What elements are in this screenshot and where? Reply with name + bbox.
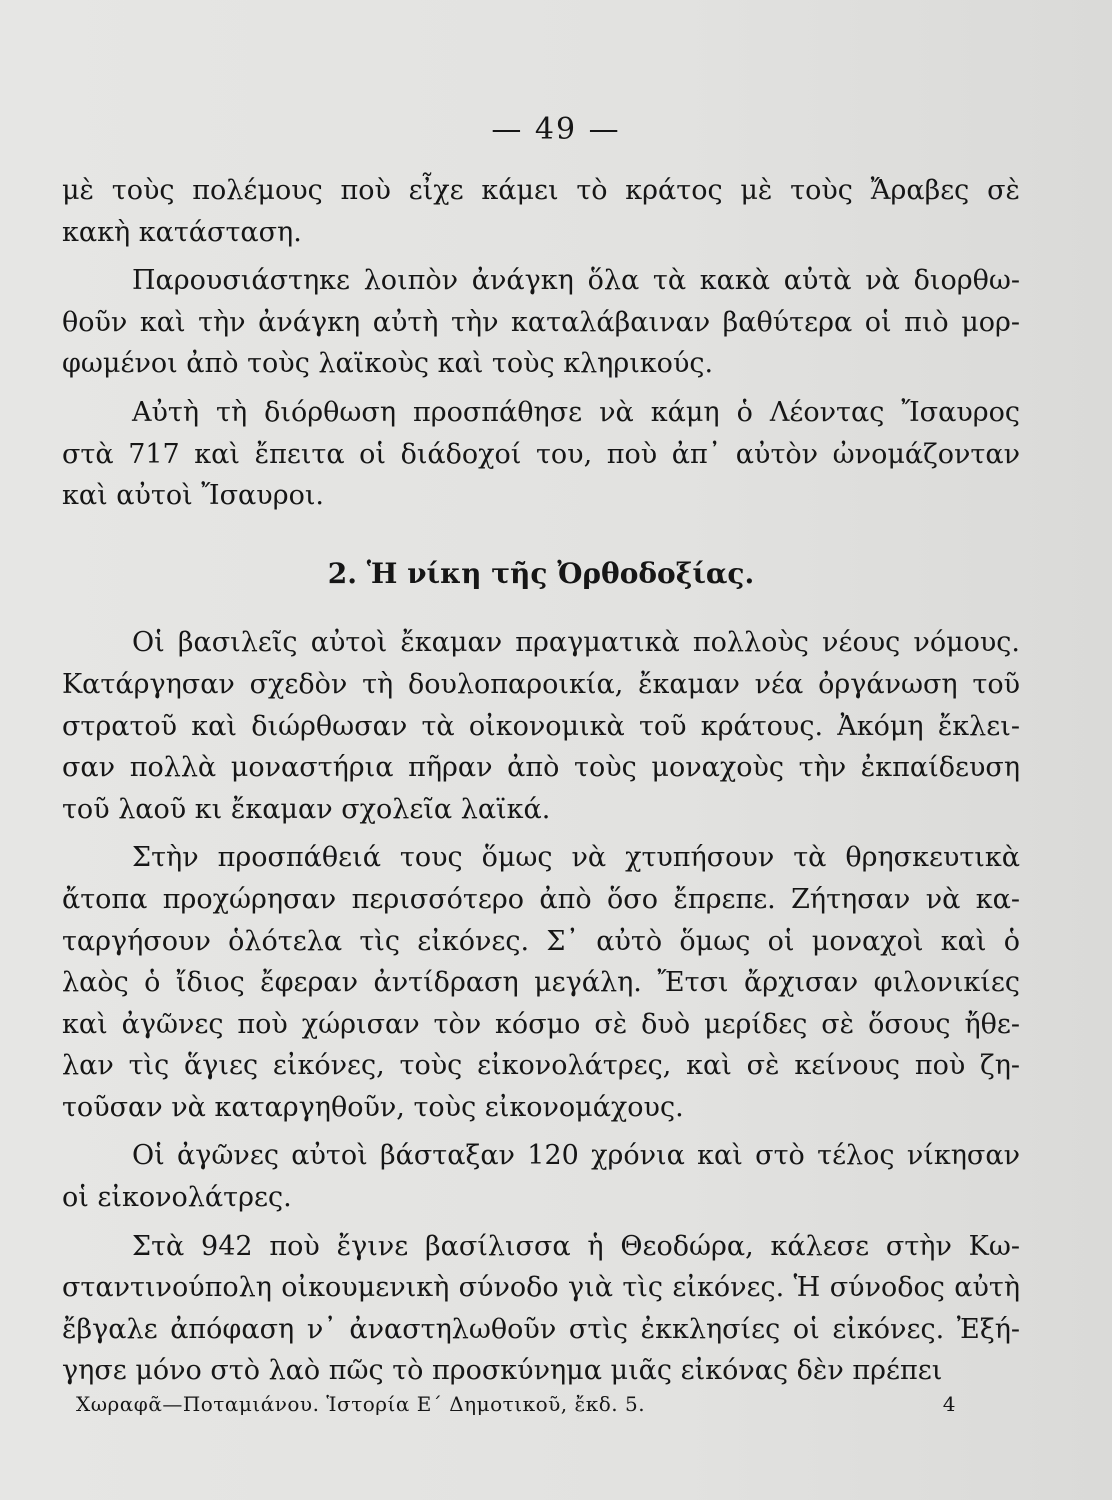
- text-line: καὶ ἀγῶνες ποὺ χώρισαν τὸν κόσμο σὲ δυὸ μερίδες σὲ ὅσους ἤθε-: [62, 1008, 1020, 1040]
- text-line: σαν πολλὰ μοναστήρια πῆραν ἀπὸ τοὺς μοναχοὺς τὴν ἐκπαίδευση: [62, 752, 1020, 784]
- text-line: Στὴν προσπάθειά τους ὅμως νὰ χτυπήσουν τὰ θρησκευτικὰ: [132, 842, 1020, 874]
- paragraph: [62, 1226, 1020, 1392]
- footer-citation: Χωραφᾶ—Ποταμιάνου. Ἱστορία Ε΄ Δημοτικοῦ, ἔκδ. 5.: [76, 1392, 646, 1416]
- text-line: Στὰ 942 ποὺ ἔγινε βασίλισσα ἡ Θεοδώρα, κάλεσε στὴν Κω-: [132, 1230, 1020, 1262]
- page-number: — 49 —: [491, 112, 621, 147]
- paragraphs-before: [62, 170, 1020, 517]
- text-line: Αὐτὴ τὴ διόρθωση προσπάθησε νὰ κάμη ὁ Λέοντας Ἴσαυρος: [132, 396, 1020, 428]
- paragraph: [62, 392, 1020, 517]
- text-line: στρατοῦ καὶ διώρθωσαν τὰ οἰκονομικὰ τοῦ κράτους. Ἀκόμη ἔκλει-: [62, 710, 1020, 742]
- text-line: Οἱ βασιλεῖς αὐτοὶ ἔκαμαν πραγματικὰ πολλοὺς νέους νόμους.: [132, 627, 1020, 659]
- text-line: ἄτοπα προχώρησαν περισσότερο ἀπὸ ὅσο ἔπρεπε. Ζήτησαν νὰ κα-: [62, 883, 1020, 915]
- text-line: κακὴ κατάσταση.: [62, 216, 302, 248]
- paragraph: [62, 1135, 1020, 1218]
- text-line: Παρουσιάστηκε λοιπὸν ἀνάγκη ὅλα τὰ κακὰ αὐτὰ νὰ διορθω-: [132, 265, 1020, 297]
- text-line: Κατάργησαν σχεδὸν τὴ δουλοπαροικία, ἔκαμαν νέα ὀργάνωση τοῦ: [62, 668, 1020, 700]
- text-line: φωμένοι ἀπὸ τοὺς λαϊκοὺς καὶ τοὺς κληρικούς.: [62, 348, 714, 380]
- text-line: οἱ εἰκονολάτρες.: [62, 1182, 292, 1214]
- paragraphs-after: [62, 622, 1020, 1392]
- section-heading: 2. Ἡ νίκη τῆς Ὀρθοδοξίας.: [327, 556, 755, 590]
- paragraph: [62, 622, 1020, 830]
- text-line: γησε μόνο στὸ λαὸ πῶς τὸ προσκύνημα μιᾶς εἰκόνας δὲν πρέπει: [62, 1355, 943, 1387]
- text-line: στὰ 717 καὶ ἔπειτα οἱ διάδοχοί του, ποὺ ἀπ᾿ αὐτὸν ὠνομάζονταν: [62, 438, 1020, 470]
- text-line: θοῦν καὶ τὴν ἀνάγκη αὐτὴ τὴν καταλάβαιναν βαθύτερα οἱ πιὸ μορ-: [62, 306, 1020, 338]
- text-line: λαν τὶς ἅγιες εἰκόνες, τοὺς εἰκονολάτρες, καὶ σὲ κείνους ποὺ ζη-: [62, 1050, 1020, 1082]
- paragraph: [62, 837, 1020, 1128]
- text-line: Οἱ ἀγῶνες αὐτοὶ βάσταξαν 120 χρόνια καὶ στὸ τέλος νίκησαν: [132, 1140, 1020, 1172]
- text-line: ἔβγαλε ἀπόφαση ν᾿ ἀναστηλωθοῦν στὶς ἐκκλησίες οἱ εἰκόνες. Ἐξή-: [62, 1313, 1020, 1345]
- text-line: τοῦσαν νὰ καταργηθοῦν, τοὺς εἰκονομάχους.: [62, 1091, 684, 1123]
- paragraph: [62, 260, 1020, 385]
- text-line: καὶ αὐτοὶ Ἴσαυροι.: [62, 480, 324, 512]
- text-line: ταργήσουν ὁλότελα τὶς εἰκόνες. Σ᾿ αὐτὸ ὅμως οἱ μοναχοὶ καὶ ὁ: [62, 925, 1020, 957]
- page-footer: [76, 1392, 956, 1416]
- paragraph: [62, 170, 1020, 253]
- text-line: λαὸς ὁ ἴδιος ἔφεραν ἀντίδραση μεγάλη. Ἔτσι ἄρχισαν φιλονικίες: [62, 967, 1020, 999]
- body-text: [62, 170, 1020, 1392]
- text-line: μὲ τοὺς πολέμους ποὺ εἶχε κάμει τὸ κράτος μὲ τοὺς Ἄραβες σὲ: [62, 175, 1020, 206]
- text-line: τοῦ λαοῦ κι ἔκαμαν σχολεῖα λαϊκά.: [62, 793, 551, 825]
- footer-signature-number: 4: [942, 1392, 956, 1416]
- text-line: σταντινούπολη οἰκουμενικὴ σύνοδο γιὰ τὶς εἰκόνες. Ἡ σύνοδος αὐτὴ: [62, 1272, 1020, 1304]
